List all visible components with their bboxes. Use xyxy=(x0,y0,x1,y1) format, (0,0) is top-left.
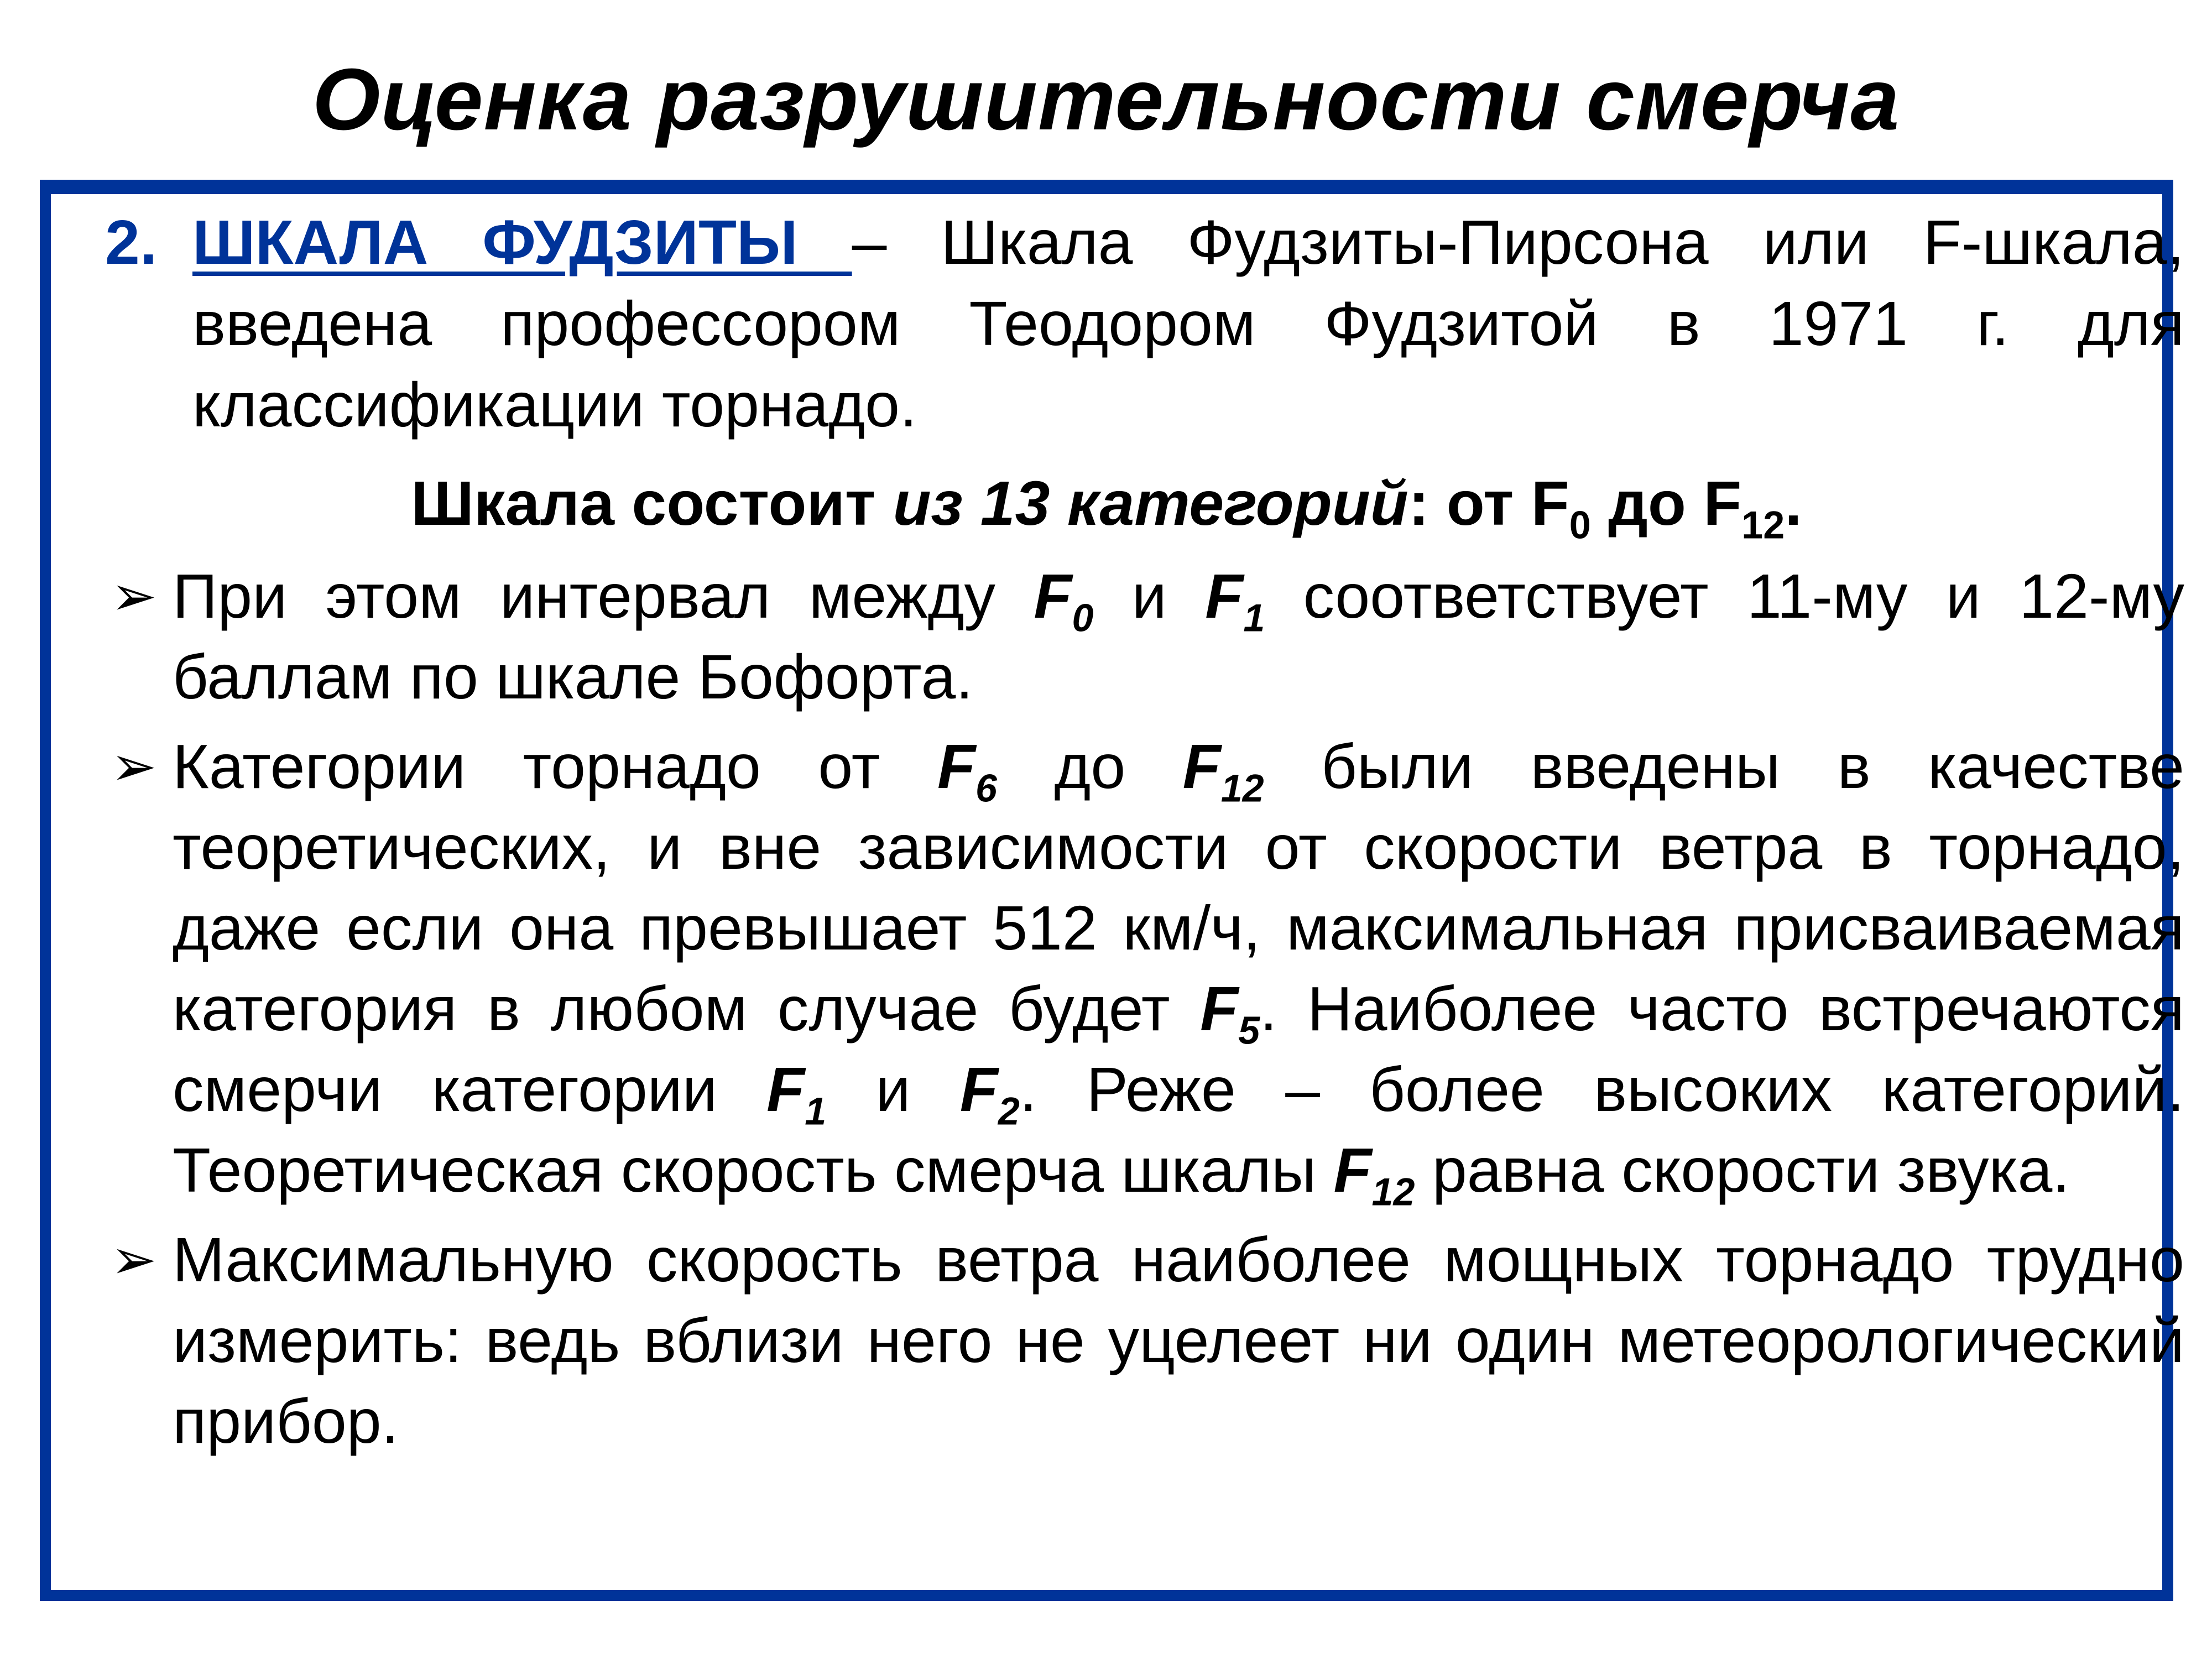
text-segment: равна скорости звука. xyxy=(1415,1135,2070,1205)
text-segment: были введены в качестве теоретических, и вне зависимости от скорости ветра в торнадо, даже если она превышает 512 км/ч, максимальная присваиваемая категория в любом случае будет xyxy=(173,732,2184,1044)
subscript: 12 xyxy=(1371,1170,1415,1214)
intro-text: – Шкала Фудзиты-Пирсона или F-шкала, введена профессором Теодором Фудзитой в 1971 г. для классификации торнадо. xyxy=(192,207,2184,440)
subscript: 5 xyxy=(1238,1009,1260,1052)
arrow-bullet-icon: ➢ xyxy=(111,735,157,797)
text-segment: При этом интервал между xyxy=(173,561,1034,631)
text-segment: F xyxy=(937,732,975,801)
text-segment: Шкала состоит xyxy=(411,468,893,538)
item-number: 2. xyxy=(105,207,158,277)
text-segment: Категории торнадо от xyxy=(173,732,937,801)
subscript: 1 xyxy=(805,1089,827,1133)
text-segment: и xyxy=(1093,561,1206,631)
bullet-list xyxy=(111,556,2185,1470)
text-segment: F xyxy=(1034,561,1072,631)
page-title: Оценка разрушительности смерча xyxy=(312,51,1900,148)
text-segment: Максимальную скорость ветра наиболее мощных торнадо трудно измерить: ведь вблизи него не уцелеет ни один метеорологический прибор. xyxy=(173,1225,2184,1456)
subscript: 12 xyxy=(1220,766,1264,810)
subscript: 0 xyxy=(1569,503,1591,547)
text-segment: F xyxy=(959,1055,998,1124)
text-segment: . Наиболее часто встречаются смерчи категории xyxy=(173,974,2185,1124)
bullet-item xyxy=(111,556,2185,717)
intro-paragraph xyxy=(105,202,2184,446)
text-segment: F xyxy=(1205,561,1244,631)
text-segment: до xyxy=(997,732,1183,801)
text-segment: . xyxy=(1785,468,1802,538)
text-segment: и xyxy=(826,1055,960,1124)
text-segment: F xyxy=(1200,974,1239,1044)
text-segment: F xyxy=(766,1055,805,1124)
text-segment: до F xyxy=(1590,468,1742,538)
text-segment: соответствует 11-му и 12-му баллам по шкале Бофорта. xyxy=(173,561,2185,712)
arrow-bullet-icon: ➢ xyxy=(111,565,157,627)
subscript: 12 xyxy=(1741,503,1785,547)
bullet-item xyxy=(111,1219,2184,1462)
fujita-scale-link[interactable]: ШКАЛА ФУДЗИТЫ xyxy=(192,207,852,277)
text-segment: F xyxy=(1333,1135,1372,1205)
text-segment: из 13 категорий xyxy=(893,468,1408,538)
arrow-bullet-icon: ➢ xyxy=(111,1229,157,1291)
text-segment: F xyxy=(1182,732,1221,801)
subscript: 6 xyxy=(975,766,997,810)
subscript: 2 xyxy=(998,1089,1020,1133)
subscript: 1 xyxy=(1243,596,1265,640)
bullet-item xyxy=(111,726,2185,1214)
subscript: 0 xyxy=(1072,596,1094,640)
text-segment: : от F xyxy=(1408,468,1569,538)
text-segment: . Реже – более высоких категорий. Теоретическая скорость смерча шкалы xyxy=(173,1055,2184,1205)
summary-line xyxy=(40,462,2173,545)
